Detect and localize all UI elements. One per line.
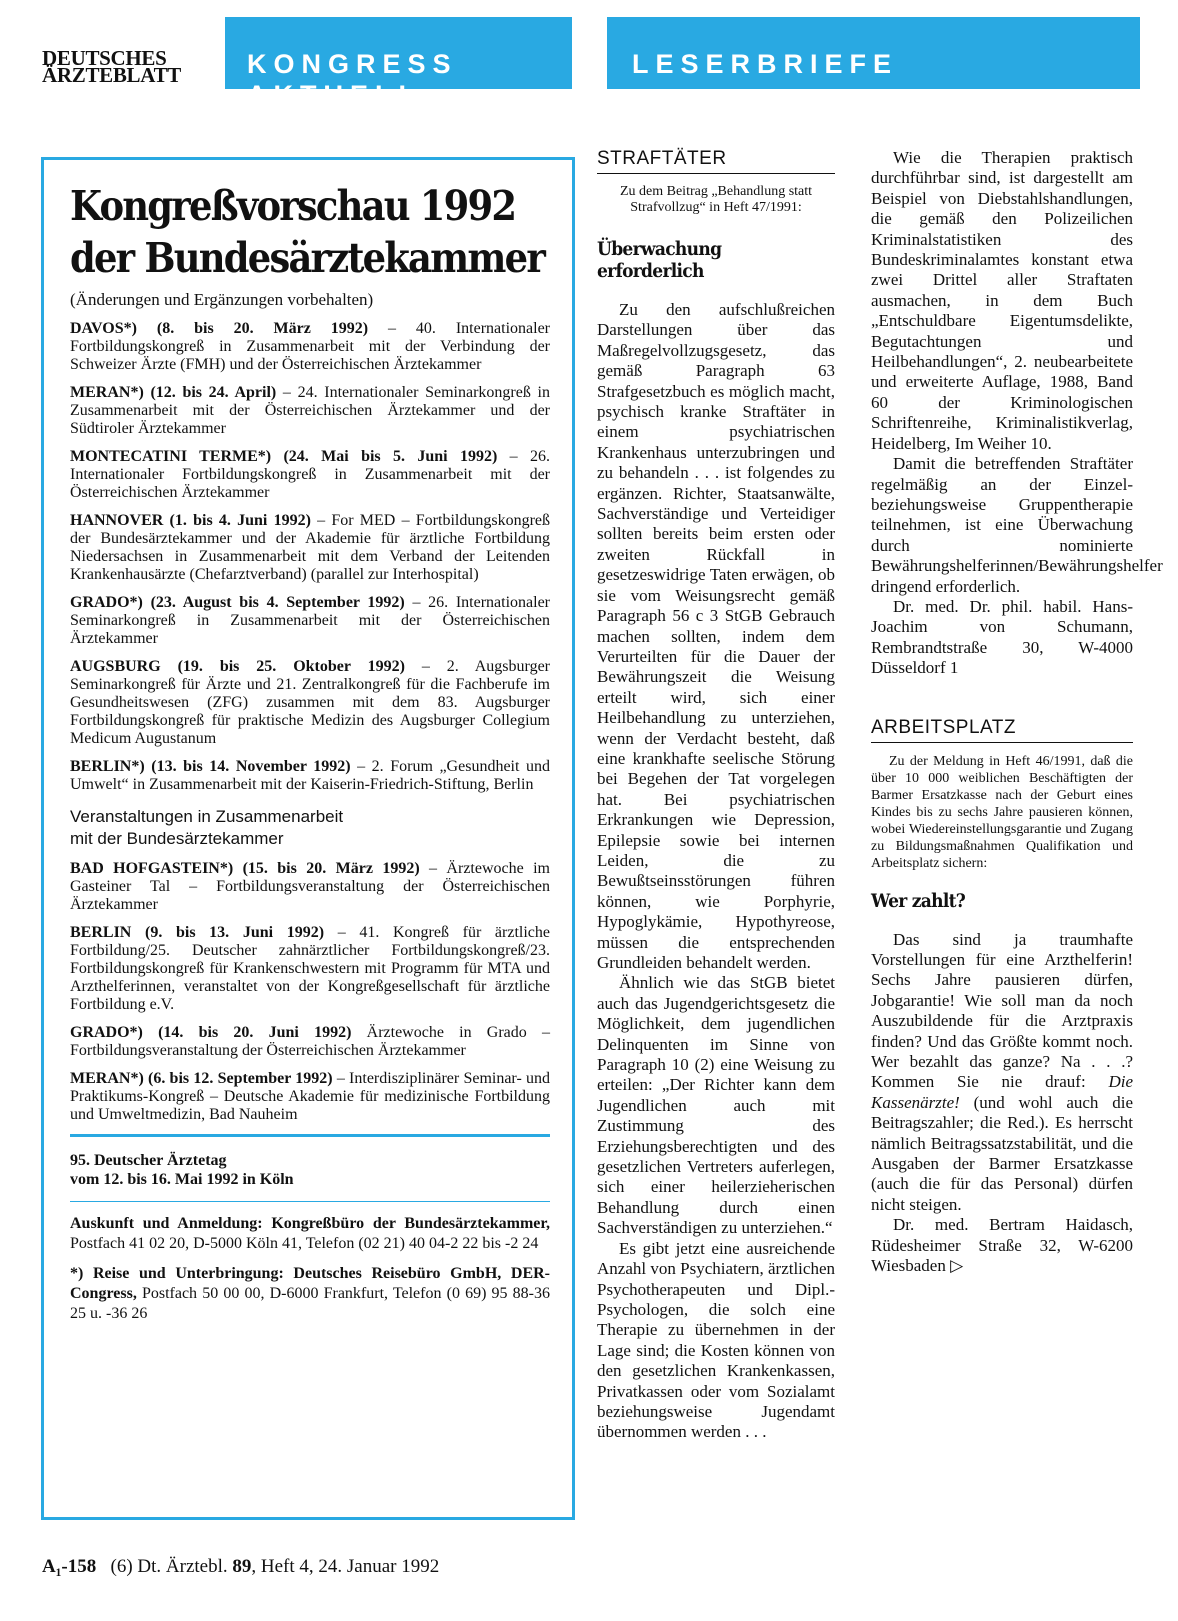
event-text: – Ärztewoche im Gasteiner Tal – Fortbildungsveranstaltung der Österreichischen Ärztekammer — [70, 860, 550, 913]
event-text: – 2. Forum „Gesundheit und Umwelt“ in Zusammenarbeit mit der Kaiserin-Friedrich-Stiftung, Berlin — [70, 758, 551, 793]
logo-line-1: DEUTSCHES — [42, 46, 167, 70]
section-heading-line-2: mit der Bundesärztekammer — [70, 829, 284, 848]
event-entry — [70, 594, 550, 648]
event-head: BAD HOFGASTEIN*) (15. bis 20. März 1992) — [70, 860, 420, 877]
letter-signature: Dr. med. Dr. phil. habil. Hans-Joachim von Schumann, Rembrandtstraße 30, W-4000 Düsseldorf 1 — [871, 596, 1133, 678]
paragraph-text: Das sind ja traumhafte Vorstellungen für eine Arzthelferin! Sechs Jahre pausieren dürfen, Jobgarantie! Wie soll man da noch Auszubildende für die Arztpraxis finden? Und das Größte kommt noch. Wer bezahlt das ganze? Na . . .? Kommen Sie nie drauf: — [871, 929, 1133, 1092]
event-head: HANNOVER (1. bis 4. Juni 1992) — [70, 512, 311, 529]
reise-info — [70, 1264, 550, 1324]
letter-signature — [871, 1215, 1133, 1276]
aerztetag-line-2: vom 12. bis 16. Mai 1992 in Köln — [70, 1171, 294, 1188]
title-line-2: der Bundesärztekammer — [70, 234, 544, 282]
event-text: – For MED – Fortbildungskongreß der Bundesärztekammer und der Akademie für ärztliche Fortbildung Niedersachsen in Zusammenarbeit mit dem Verband der Leitenden Krankenhausärzte (Chefarztverband) (parallel zur Interhospital) — [70, 512, 550, 583]
letter-paragraph: Ähnlich wie das StGB bietet auch das Jugendgerichtsgesetz die Möglichkeit, dem jugendlichen Delinquenten im Sinne von Paragraph 10 (2) eine Weisung zu erteilen: „Der Richter kann dem Jugendlichen auch mit Zustimmung des Erziehungsberechtigten und des gesetzlichen Vertreters auferlegen, sich einer heilerzieherischen Behandlung durch einen Sachverständigen zu unterziehen.“ — [597, 973, 835, 1238]
event-head: GRADO*) (14. bis 20. Juni 1992) — [70, 1024, 352, 1041]
letter-headline: Wer zahlt? — [871, 889, 966, 912]
event-entry — [70, 658, 550, 748]
event-entry — [70, 924, 550, 1014]
reise-text: Postfach 50 00 00, D-6000 Frankfurt, Telefon (0 69) 95 88-36 25 u. -36 26 — [70, 1285, 550, 1322]
letter-body — [871, 930, 1133, 1277]
event-head: GRADO*) (23. August bis 4. September 1992) — [70, 594, 405, 611]
signature-text: Dr. med. Bertram Haidasch, Rüdesheimer Straße 32, W-6200 Wiesbaden — [871, 1215, 1133, 1276]
event-entry — [70, 860, 550, 914]
event-text: – 26. Internationaler Seminarkongreß in Zusammenarbeit mit der Österreichischen Ärztekammer — [70, 594, 550, 647]
letter-body — [597, 300, 835, 1443]
issue-suffix: , Heft 4, 24. Januar 1992 — [251, 1556, 440, 1577]
event-head: MONTECATINI TERME*) (24. Mai bis 5. Juni 1992) — [70, 448, 498, 465]
event-text: – 41. Kongreß für ärztliche Fortbildung/25. Deutscher zahnärztlicher Fortbildungskongreß/23. Fortbildungskongreß für Krankenschwestern mit Programm für MTA und Arzthelferinnen, veranstaltet von der Kongreßgesellschaft für ärztliche Fortbildung e.V. — [70, 924, 550, 1013]
event-entry — [70, 384, 550, 438]
section-heading-line-1: Veranstaltungen in Zusammenarbeit — [70, 807, 344, 826]
volume-number: 89 — [232, 1556, 252, 1577]
event-text: Ärztewoche in Grado – Fortbildungsveranstaltung der Österreichischen Ärztekammer — [70, 1024, 550, 1059]
rubric-arbeitsplatz: ARBEITSPLATZ — [871, 717, 1133, 743]
event-head: BERLIN (9. bis 13. Juni 1992) — [70, 924, 325, 941]
continue-arrow-icon: ▷ — [950, 1256, 964, 1276]
banner-kongress-aktuell: KONGRESS AKTUELL — [225, 17, 572, 89]
letter-reference: Zu dem Beitrag „Behandlung statt Strafvollzug“ in Heft 47/1991: — [619, 184, 813, 215]
aerztetag-line-1: 95. Deutscher Ärztetag — [70, 1152, 227, 1169]
letter-paragraph: Zu den aufschlußreichen Darstellungen über das Maßregelvollzugsgesetz, das gemäß Paragraph 63 Strafgesetzbuch es möglich macht, psychisch kranke Straftäter in einem psychiatrischen Krankenhaus unterzubringen und zu behandeln . . . ist folgendes zu ergänzen. Richter, Staatsanwälte, Sachverständige und Verteidiger sollten bereits beim ersten oder zweiten Rückfall in gesetzeswidrige Taten erwägen, ob sie vom Weisungsrecht gemäß Paragraph 56 c 3 StGB Gebrauch machen sollten, indem dem Verurteilten für die Dauer der Bewährungszeit die Weisung erteilt wird, sich einer Heilbehandlung zu unterziehen, wenn der Verdacht besteht, daß eine krankhafte seelische Störung bei Begehen der Tat vorgelegen hat. Bei psychiatrischen Erkrankungen wie Depression, Epilepsie sowie bei internen Leiden, die zu Bewußtseinsstörungen führen können, wie Porphyrie, Hypoglykämie, Hypothyreose, müssen die entsprechenden Grundleiden behandelt werden. — [597, 300, 835, 972]
page-footer — [42, 1556, 439, 1578]
event-entry — [70, 1024, 550, 1060]
letter-body-continued — [871, 148, 1163, 679]
event-entry — [70, 512, 550, 584]
section-heading-cooperation — [70, 806, 550, 850]
divider — [70, 1134, 550, 1137]
event-text: – Interdisziplinärer Seminar- und Praktikums-Kongreß – Deutsche Akademie für medizinische Fortbildung und Umweltmedizin, Bad Nauheim — [70, 1070, 550, 1123]
journal-logo — [42, 46, 212, 87]
event-text: – 26. Internationaler Fortbildungskongreß in Zusammenarbeit mit der Österreichischen Ärztekammer — [70, 448, 550, 501]
rubric-straftaeter: STRAFTÄTER — [597, 148, 835, 174]
event-entry — [70, 448, 550, 502]
letter-paragraph: Damit die betreffenden Straftäter regelmäßig an der Einzel- beziehungsweise Gruppentherapie teilnehmen, ist eine Überwachung durch nominierte Bewährungshelferinnen/Bewährungshelfer dringend erforderlich. — [871, 454, 1163, 596]
paragraph-text: (und wohl auch die Beitragszahler; die Red.). Es herrscht nämlich Beitragssatzstabilität, und die Ausgaben der Barmer Ersatzkasse (auch die für das Personal) dürfen nicht steigen. — [871, 1092, 1133, 1214]
letter-paragraph: Wie die Therapien praktisch durchführbar sind, ist dargestellt am Beispiel von Diebstahlshandlungen, die gemäß den Polizeilichen Kriminalstatistiken des Bundeskriminalamtes konstant etwa zwei Drittel aller Straftaten ausmachen, in dem Buch „Entschuldbare Eigentumsdelikte, Begutachtungen und Heilbehandlungen“, 2. neubearbeitete und erweiterte Auflage, 1988, Band 60 der Kriminologischen Schriftenreihe, Kriminalistikverlag, Heidelberg, Im Weiher 10. — [871, 148, 1133, 453]
kongress-title — [70, 180, 574, 284]
banner-leserbriefe: LESERBRIEFE — [607, 17, 1140, 89]
paragraph-emphasis: Die Kassenärzte! — [871, 1072, 1133, 1112]
auskunft-info — [70, 1214, 550, 1254]
event-text: – 2. Augsburger Seminarkongreß für Ärzte und 21. Zentralkongreß für die Fachberufe im Gesundheitswesen (ZFG) zusammen mit dem 83. Augsburger Fortbildungskongreß für praktische Medizin des Augsburger Collegium Medicum Augustanum — [70, 658, 551, 747]
event-entry — [70, 1070, 550, 1124]
letter-paragraph: Es gibt jetzt eine ausreichende Anzahl von Psychiatern, ärztlichen Psychotherapeuten und Dipl.-Psychologen, die solch eine Therapie zu übernehmen in der Lage sind; die Kosten können von den gesetzlichen Krankenkassen, Privatkassen oder vom Sozialamt beziehungsweise Jugendamt übernommen werden . . . — [597, 1238, 835, 1442]
issue-prefix: (6) Dt. Ärztebl. — [110, 1556, 233, 1577]
event-head: DAVOS*) (8. bis 20. März 1992) — [70, 320, 369, 337]
reise-head: *) Reise und Unterbringung: Deutsches Reisebüro GmbH, DER-Congress, — [70, 1265, 550, 1302]
letter-column-right — [871, 148, 1163, 1276]
title-line-1: Kongreßvorschau 1992 — [70, 182, 516, 230]
letter-reference: Zu der Meldung in Heft 46/1991, daß die über 10 000 weiblichen Beschäftigten der Barmer Ersatzkasse nach der Geburt eines Kindes bis zu sechs Jahre pausieren können, wobei Wiedereinstellungsgarantie und Zugang zu Bildungsmaßnahmen Qualifikation und Arbeitsplatz sichern: — [871, 753, 1133, 871]
event-text: – 40. Internationaler Fortbildungskongreß in Zusammenarbeit mit der Verbindung der Schweizer Ärzte (FMH) und der Österreichischen Ärztekammer — [70, 320, 551, 373]
letter-paragraph — [871, 930, 1133, 1216]
auskunft-text: Postfach 41 02 20, D-5000 Köln 41, Telefon (02 21) 40 04-2 22 bis -2 24 — [70, 1235, 539, 1252]
page-number: A₁-158 — [42, 1556, 97, 1577]
event-entry — [70, 320, 550, 374]
event-entry — [70, 758, 550, 794]
event-text: – 24. Internationaler Seminarkongreß in Zusammenarbeit mit der Österreichischen Ärztekammer und der Südtiroler Ärztekammer — [70, 384, 550, 437]
logo-line-2: ÄRZTEBLATT — [42, 63, 181, 87]
letter-headline: Überwachung erforderlich — [597, 238, 722, 282]
aerztetag-notice — [70, 1151, 550, 1189]
letter-column-middle — [597, 148, 835, 1443]
kongress-subtitle: (Änderungen und Ergänzungen vorbehalten) — [70, 290, 374, 309]
event-head: AUGSBURG (19. bis 25. Oktober 1992) — [70, 658, 405, 675]
divider — [70, 1201, 550, 1202]
event-head: MERAN*) (12. bis 24. April) — [70, 384, 277, 401]
auskunft-head: Auskunft und Anmeldung: Kongreßbüro der Bundesärztekammer, — [70, 1215, 550, 1232]
event-head: BERLIN*) (13. bis 14. November 1992) — [70, 758, 351, 775]
event-head: MERAN*) (6. bis 12. September 1992) — [70, 1070, 333, 1087]
kongress-preview-box — [41, 157, 575, 1520]
